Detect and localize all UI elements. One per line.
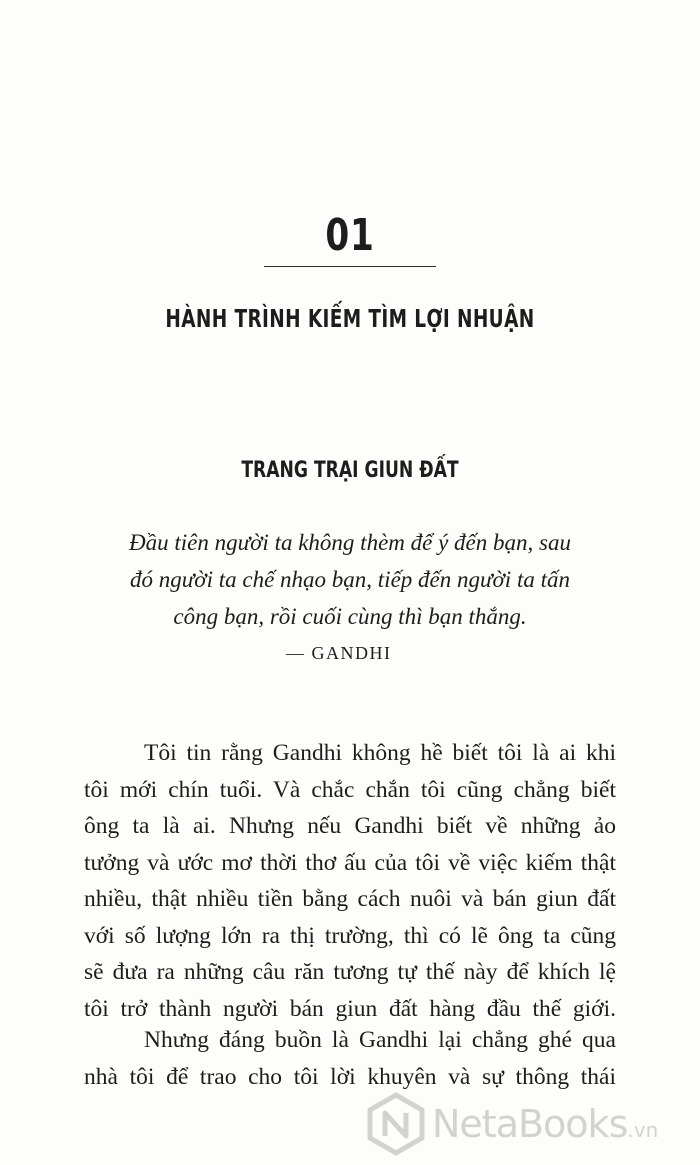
body-line: nhiều, thật nhiều tiền bằng cách nuôi và bán giun đất <box>84 886 616 912</box>
body-line: Nhưng đáng buồn là Gandhi lại chẳng ghé qua <box>144 1027 616 1053</box>
body-paragraph-1 <box>84 735 616 1027</box>
body-line: ông ta là ai. Nhưng nếu Gandhi biết về những ảo <box>84 813 616 839</box>
chapter-divider <box>264 266 436 267</box>
chapter-title: HÀNH TRÌNH KIẾM TÌM LỢI NHUẬN <box>165 304 535 333</box>
body-line: sẽ đưa ra những câu răn tương tự thế này để khích lệ <box>84 959 616 985</box>
body-line: tưởng và ước mơ thời thơ ấu của tôi về việc kiếm thật <box>84 849 616 876</box>
body-line: nhà tôi để trao cho tôi lời khuyên và sự thông thái <box>84 1063 616 1090</box>
epigraph-author: — GANDHI <box>286 643 392 663</box>
chapter-number: 01 <box>325 210 375 261</box>
section-title: TRANG TRẠI GIUN ĐẤT <box>241 458 459 483</box>
body-line: tôi trở thành người bán giun đất hàng đầu thế giới. <box>84 995 616 1022</box>
body-line: với số lượng lớn ra thị trường, thì có lẽ ông ta cũng <box>84 922 616 949</box>
epigraph-line: công bạn, rồi cuối cùng thì bạn thắng. <box>173 604 527 629</box>
epigraph-quote <box>100 524 600 635</box>
netabooks-watermark <box>366 1092 696 1156</box>
watermark-text <box>432 1102 658 1146</box>
body-line: tôi mới chín tuổi. Và chắc chắn tôi cũng chẳng biết <box>84 776 616 803</box>
watermark-brand: NetaBooks <box>432 1102 628 1146</box>
watermark-domain: .vn <box>627 1118 659 1142</box>
epigraph-line: Đầu tiên người ta không thèm để ý đến bạn, sau <box>129 530 571 555</box>
epigraph-line: đó người ta chế nhạo bạn, tiếp đến người ta tấn <box>130 567 570 592</box>
body-line: Tôi tin rằng Gandhi không hề biết tôi là ai khi <box>144 740 616 766</box>
netabooks-logo-icon <box>366 1092 426 1156</box>
body-paragraph-2 <box>84 1022 616 1095</box>
